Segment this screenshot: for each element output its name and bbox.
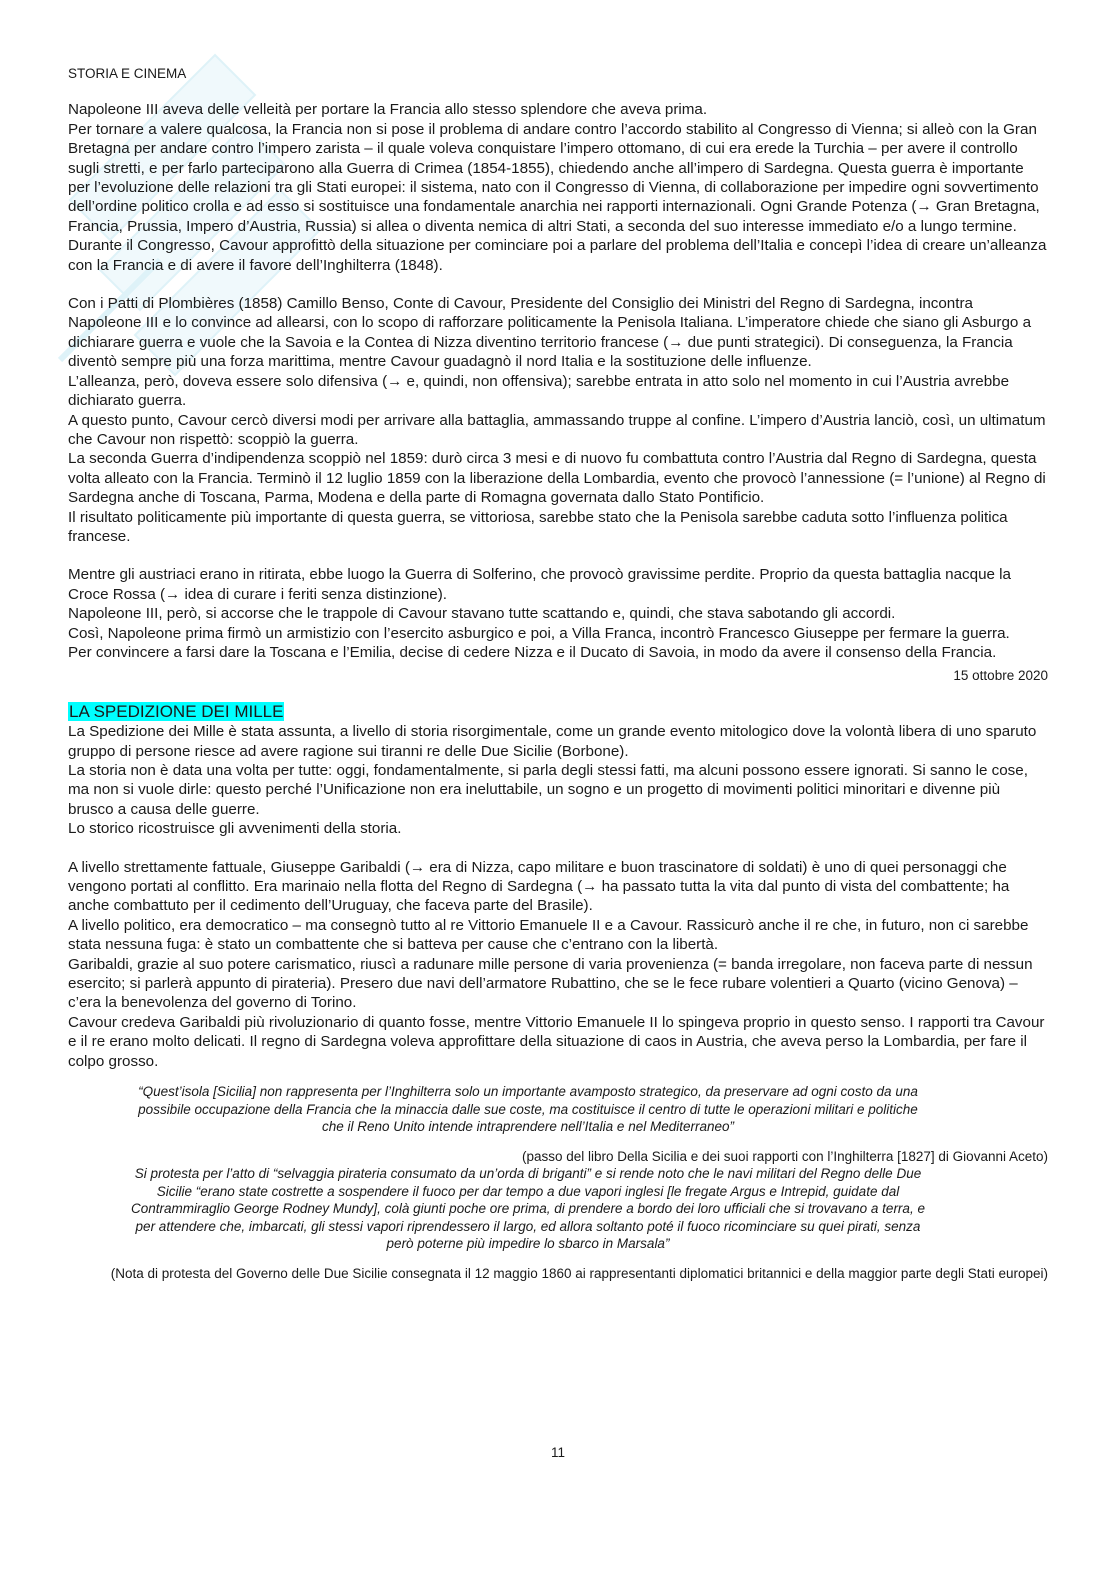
paragraph: Così, Napoleone prima firmò un armistizio con l’esercito asburgico e poi, a Villa Franca, incontrò Francesco Giuseppe per fermare la guerra. [68,624,1010,642]
paragraph: Con i Patti di Plombières (1858) Camillo Benso, Conte di Cavour, Presidente del Consiglio dei Ministri del Regno di Sardegna, incontra Napoleone III e lo convince ad allearsi, con lo scopo di rafforzare politicamente la Penisola Italiana. L’imperatore chiede che siano gli Asburgo a dichiarare guerra e vuole che la Savoia e la Contea di Nizza diventino territorio francese (→ due punti strategici). Di conseguenza, la Francia diventò sempre più una forza marittima, mentre Cavour guadagnò il nord Italia e la sostituzione delle influenze. [68,295,1032,371]
quotation-source: (Nota di protesta del Governo delle Due Sicilie consegnata il 12 maggio 1860 ai rappresentanti diplomatici britannici e della maggior parte degli Stati europei) [110,1265,1048,1281]
quotation-source: (passo del libro Della Sicilia e dei suoi rapporti con l’Inghilterra [1827] di Giovanni Aceto) [521,1148,1048,1164]
section-title: LA SPEDIZIONE DEI MILLE [69,701,284,721]
section-garibaldi [68,858,1048,1071]
quotation: Si protesta per l’atto di “selvaggia pirateria consumato da un’orda di briganti” e si rende noto che le navi militari del Regno delle Due Sicilie “erano state costrette a sospendere il fuoco per dar tempo a due vapori inglesi [le fregate Argus e Intrepid, guidate dal Contrammiraglio George Rodney Mundy], colà giunti poche ore prima, di prendere a bordo dei loro ufficiali che si trovavano a terra, e per attendere che, imbarcati, gli stessi vapori riprendessero il largo, ed allora soltanto poté il fuoco ricominciare su quei pirati, senza però poterne più impedire lo sbarco in Marsala” [131,1166,925,1252]
paragraph: A questo punto, Cavour cercò diversi modi per arrivare alla battaglia, ammassando truppe al confine. L’impero d’Austria lanciò, così, un ultimatum che Cavour non rispettò: scoppiò la guerra. [68,411,1046,448]
paragraph: Per convincere a farsi dare la Toscana e l’Emilia, decise di cedere Nizza e il Ducato di Savoia, in modo da avere il consenso della Francia. [68,643,997,661]
paragraph: La Spedizione dei Mille è stata assunta, a livello di storia risorgimentale, come un grande evento mitologico dove la volontà libera di uno sparuto gruppo di persone riesce ad avere ragione sui tiranni re delle Due Sicilie (Borbone). [68,723,1037,760]
paragraph: Lo storico ricostruisce gli avvenimenti della storia. [68,820,402,838]
paragraph: Cavour credeva Garibaldi più rivoluzionario di quanto fosse, mentre Vittorio Emanuele II lo spingeva proprio in questo senso. I rapporti tra Cavour e il re erano molto delicati. Il regno di Sardegna voleva approfittare della situazione di caos in Austria, che aveva perso la Lombardia, per fare il colpo grosso. [68,1013,1045,1070]
section-napoleone [68,100,1048,275]
section-solferino [68,565,1048,662]
paragraph: La storia non è data una volta per tutte: oggi, fondamentalmente, si parla degli stessi fatti, ma alcuni possono essere ignorati. Si sanno le cose, ma non si vuole dirle: questo perché l’Unificazione non era ineluttabile, un sogno e un progetto di movimenti politici minoritari e divenne più brusco a causa delle guerre. [68,762,1028,818]
page-number: 11 [550,1445,565,1460]
paragraph: A livello strettamente fattuale, Giuseppe Garibaldi (→ era di Nizza, capo militare e buon trascinatore di soldati) è uno di quei personaggi che vengono portati al conflitto. Era marinaio nella flotta del Regno di Sardegna (→ ha passato tutta la vita dal punto di vista del combattente; ha anche combattuto per il cedimento dell’Uruguay, che faceva parte del Brasile). [68,858,1010,915]
paragraph: Mentre gli austriaci erano in ritirata, ebbe luogo la Guerra di Solferino, che provocò gravissime perdite. Proprio da questa battaglia nacque la Croce Rossa (→ idea di curare i feriti senza distinzione). [68,566,1011,603]
paragraph: A livello politico, era democratico – ma consegnò tutto al re Vittorio Emanuele II e a Cavour. Rassicurò anche il re che, in futuro, non ci sarebbe stata nessuna fuga: è stato un combattente che si batteva per cause che c’entrano con la libertà. [68,916,1029,954]
section-mille [68,722,1048,838]
page-content [68,64,1048,1282]
paragraph: Garibaldi, grazie al suo potere carismatico, riuscì a radunare mille persone di varia provenienza (= banda irregolare, non faceva parte di nessun esercito; si parlerà appunto di pirateria). Presero due navi dell’armatore Rubattino, che se le fece rubare volentieri a Quarto (vicino Genova) – c’era la benevolenza del governo di Torino. [68,955,1033,1012]
page-header: STORIA E CINEMA [68,66,187,81]
quotation: “Quest’isola [Sicilia] non rappresenta per l’Inghilterra solo un importante avamposto strategico, da preservare ad ogni costo da una possibile occupazione della Francia che la minaccia dalle sue coste, ma costituisce il centro di tutte le operazioni militari e politiche che il Reno Unito intende intraprendere nell’Italia e nel Mediterraneo” [138,1084,918,1135]
paragraph: Napoleone III aveva delle velleità per portare la Francia allo stesso splendore che aveva prima. [68,101,708,119]
paragraph: L’alleanza, però, doveva essere solo difensiva (→ e, quindi, non offensiva); sarebbe entrata in atto solo nel momento in cui l’Austria avrebbe dichiarato guerra. [68,372,1010,410]
paragraph: Durante il Congresso, Cavour approfittò della situazione per cominciare poi a parlare del problema dell’Italia e concepì l’idea di creare un’alleanza con la Francia e di avere il favore dell’Inghilterra (1848). [68,237,1047,274]
paragraph: Il risultato politicamente più importante di questa guerra, se vittoriosa, sarebbe stato che la Penisola sarebbe caduta sotto l’influenza politica francese. [68,508,1008,545]
section-plombieres [68,294,1048,546]
lecture-date: 15 ottobre 2020 [953,668,1048,684]
paragraph: La seconda Guerra d’indipendenza scoppiò nel 1859: durò circa 3 mesi e di nuovo fu combattuta contro l’Austria dal Regno di Sardegna, questa volta alleato con la Francia. Terminò il 12 luglio 1859 con la liberazione della Lombardia, evento che provocò l’annessione (= l’unione) al Regno di Sardegna anche di Toscana, Parma, Modena e della parte di Romagna governata dallo Stato Pontificio. [68,450,1046,507]
paragraph: Napoleone III, però, si accorse che le trappole di Cavour stavano tutte scattando e, quindi, che stava sabotando gli accordi. [68,605,896,623]
paragraph: Per tornare a valere qualcosa, la Francia non si pose il problema di andare contro l’accordo stabilito al Congresso di Vienna; si alleò con la Gran Bretagna per andare contro l’impero zarista – il quale voleva conquistare l’impero ottomano, di cui era erede la Turchia – per avere il controllo sugli stretti, e per farlo parteciparono alla Guerra di Crimea (1854-1855), chiedendo anche all’impero di Sardegna. Questa guerra è importante per l’evoluzione delle relazioni tra gli Stati europei: il sistema, nato con il Congresso di Vienna, di collaborazione per impedire ogni sovvertimento dell’ordine politico crolla e ad esso si sostituisce una fondamentale anarchia nei rapporti internazionali. Ogni Grande Potenza (→ Gran Bretagna, Francia, Prussia, Impero d’Austria, Russia) si allea o diventa nemica di altri Stati, a seconda del suo interesse immediato e/o a lungo termine. [68,120,1040,235]
